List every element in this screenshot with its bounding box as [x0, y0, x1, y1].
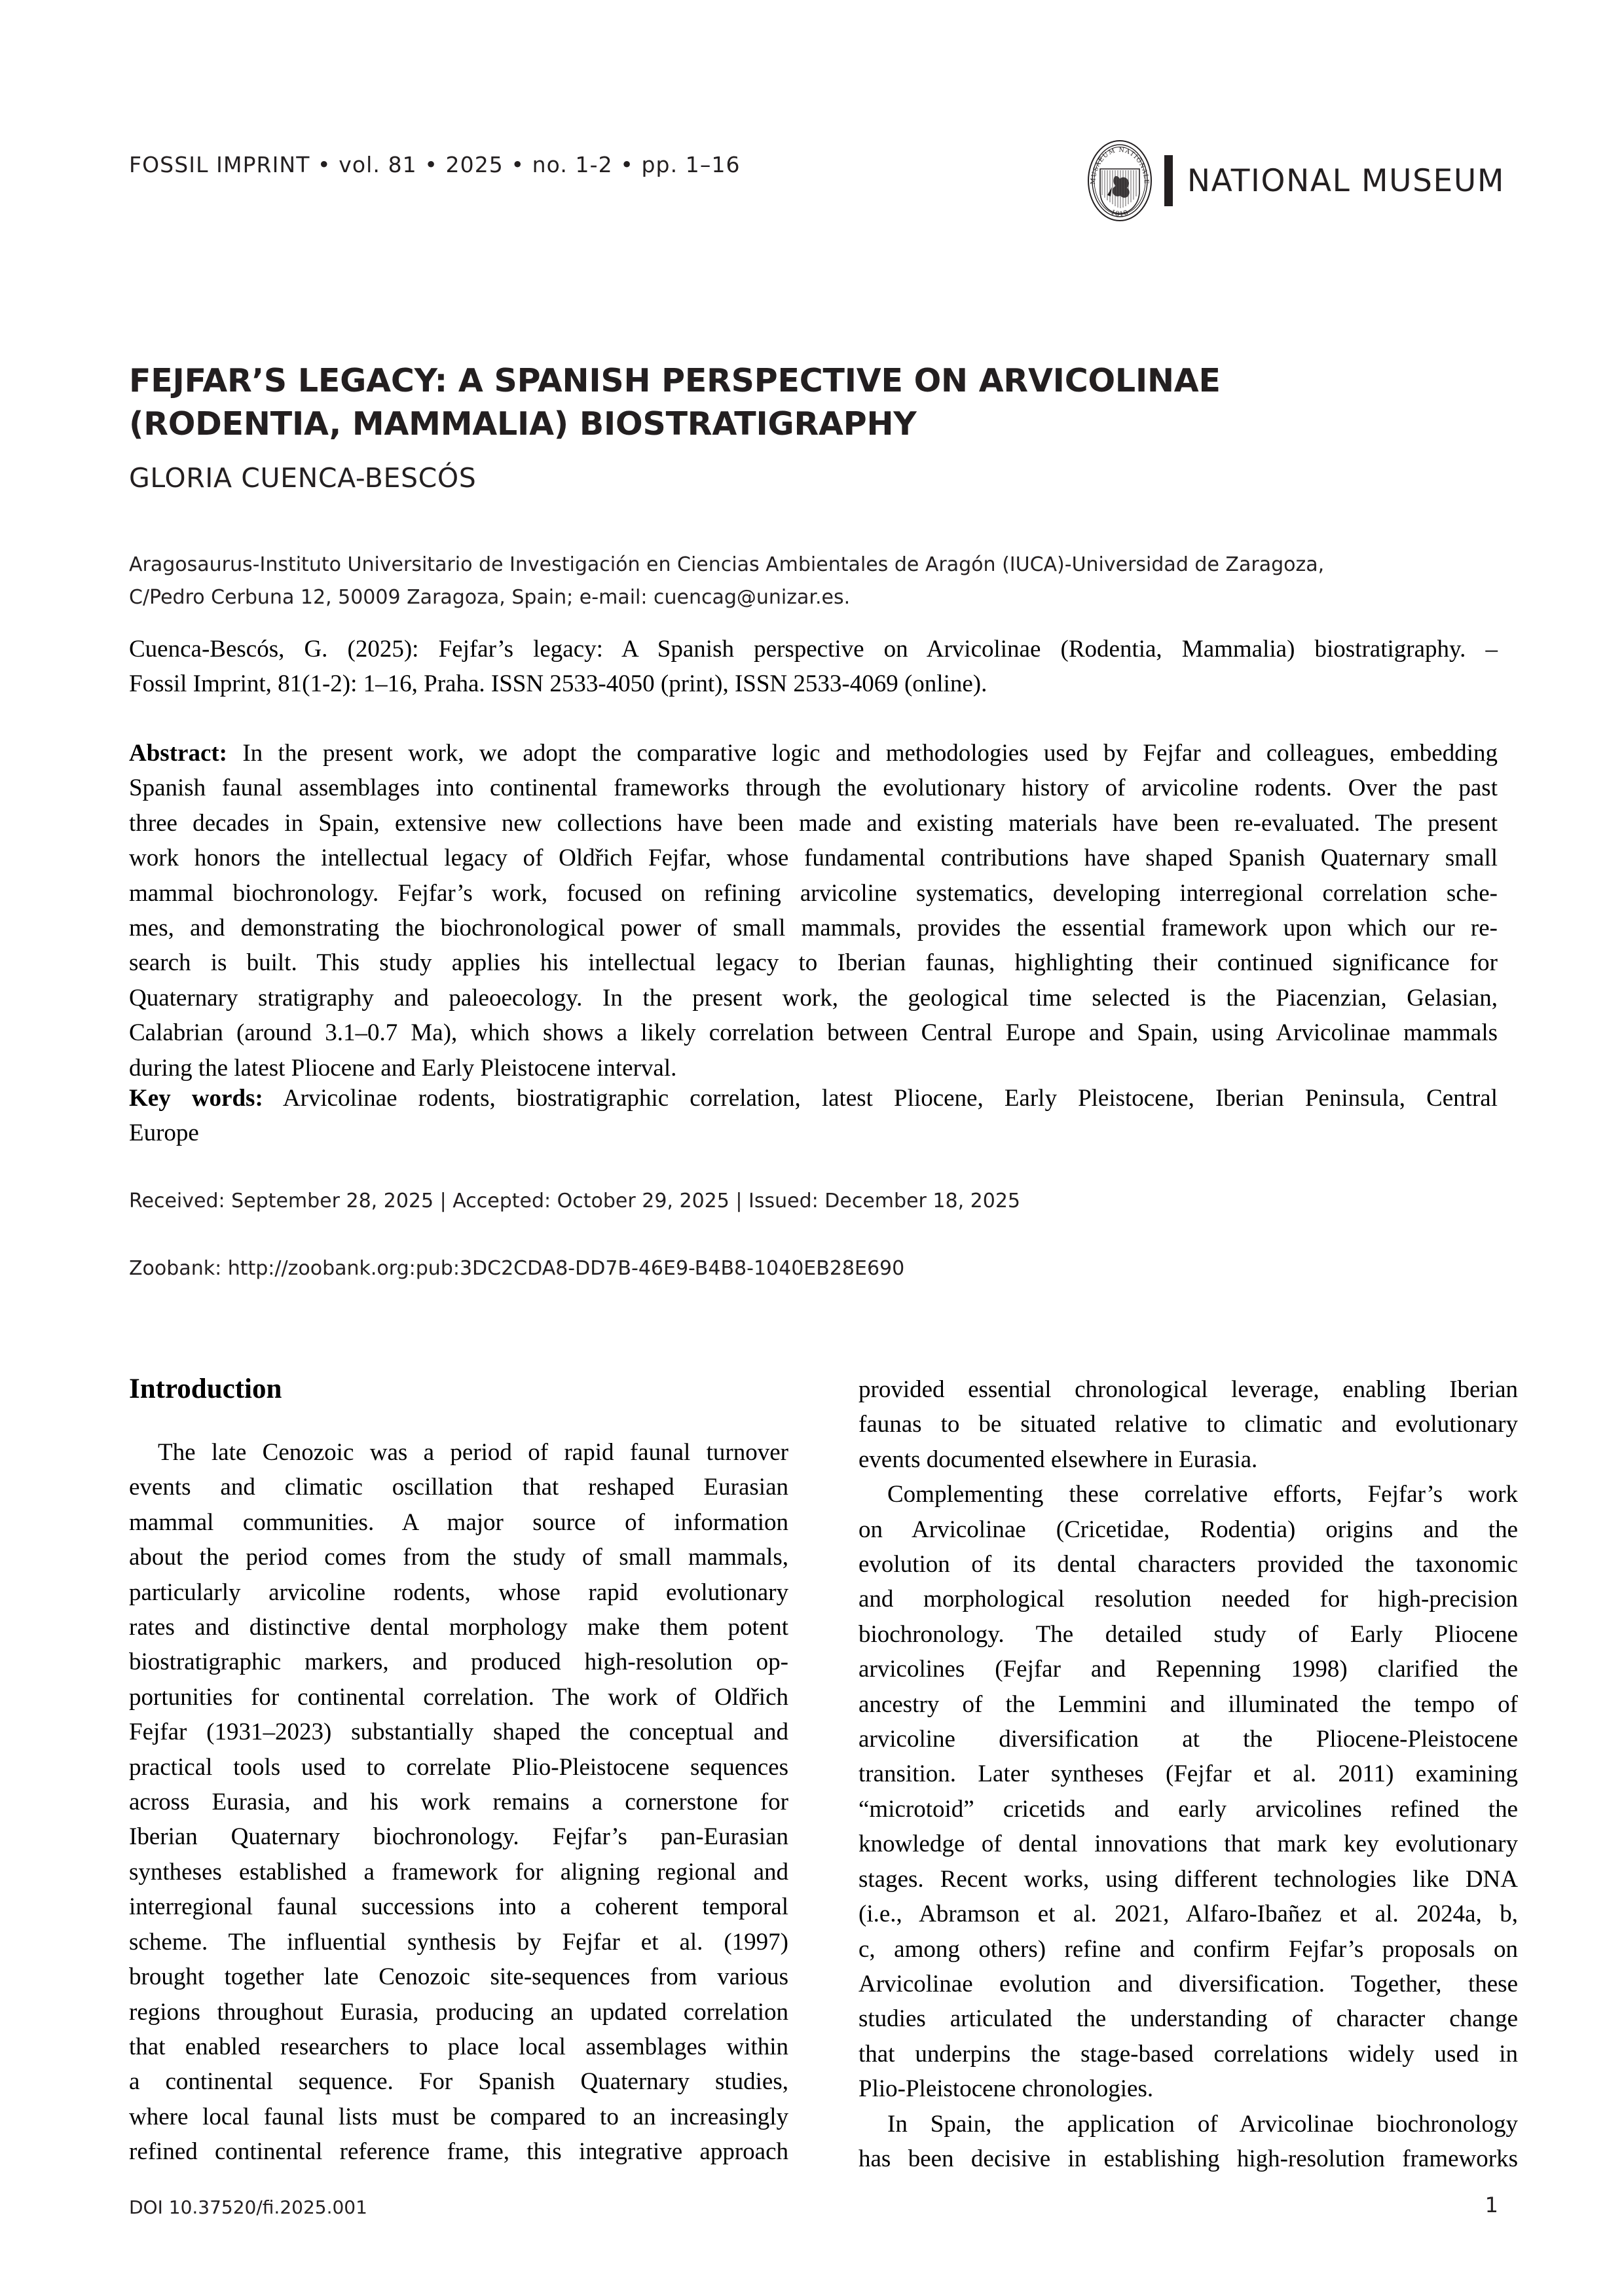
page-number: 1	[1485, 2193, 1498, 2217]
museum-seal-icon	[1086, 139, 1154, 223]
running-head: FOSSIL IMPRINT • vol. 81 • 2025 • no. 1-2 • pp. 1–16	[129, 152, 741, 177]
self-citation	[129, 632, 1498, 701]
abstract-line: during the latest Pliocene and Early Pleistocene interval.	[129, 1054, 677, 1082]
abstract-label: Abstract:	[129, 740, 228, 767]
body-line: Iberian Quaternary biochronology. Fejfar’s pan-Eurasian	[129, 1823, 788, 1851]
abstract-line: mes, and demonstrating the biochronological power of small mammals, provides the essential framework upon which our re-	[129, 915, 1498, 942]
body-column-right	[858, 1372, 1518, 2176]
abstract-line: three decades in Spain, extensive new collections have been made and existing materials have been re-evaluated. The present	[129, 809, 1498, 837]
body-line: c, among others) refine and confirm Fejfar’s proposals on	[858, 1935, 1518, 1963]
affiliation-line-1: Aragosaurus-Instituto Universitario de Investigación en Ciencias Ambientales de Aragón (IUCA)-Universidad de Zaragoza,	[129, 553, 1325, 576]
paragraph	[858, 1477, 1518, 2106]
body-line: Fejfar (1931–2023) substantially shaped the conceptual and	[129, 1719, 788, 1746]
body-line-text: The late Cenozoic was a period of rapid faunal turnover	[158, 1439, 788, 1466]
body-line: particularly arvicoline rodents, whose rapid evolutionary	[129, 1578, 788, 1606]
seal-top-text: MUSAEUM NATIONALE	[1089, 146, 1150, 185]
body-line: ancestry of the Lemmini and illuminated the tempo of	[858, 1690, 1518, 1718]
body-line: a continental sequence. For Spanish Quaternary studies,	[129, 2068, 788, 2096]
body-line: regions throughout Eurasia, producing an updated correlation	[129, 1998, 788, 2026]
keywords-line	[129, 1081, 1498, 1116]
abstract-line: search is built. This study applies his intellectual legacy to Iberian faunas, highlighting their continued significance for	[129, 949, 1498, 977]
body-line: across Eurasia, and his work remains a cornerstone for	[129, 1789, 788, 1816]
body-line: interregional faunal successions into a coherent temporal	[129, 1893, 788, 1921]
body-line: about the period comes from the study of small mammals,	[129, 1544, 788, 1571]
abstract-line-text: In the present work, we adopt the comparative logic and methodologies used by Fejfar and colleagues, embedding	[227, 740, 1498, 767]
paragraph	[858, 2107, 1518, 2177]
abstract-line: Spanish faunal assemblages into continental frameworks through the evolutionary history of arvicoline rodents. Over the past	[129, 774, 1498, 802]
body-line: has been decisive in establishing high-resolution frameworks	[858, 2145, 1518, 2172]
abstract-line	[129, 736, 1498, 771]
national-museum-logo	[1086, 139, 1505, 223]
body-line	[858, 2107, 1518, 2141]
abstract-line: Calabrian (around 3.1–0.7 Ma), which shows a likely correlation between Central Europe and Spain, using Arvicolinae mammals	[129, 1019, 1498, 1047]
body-line: portunities for continental correlation. The work of Oldřich	[129, 1683, 788, 1711]
body-line: that underpins the stage-based correlations widely used in	[858, 2040, 1518, 2068]
seal-year-text: 1818	[1109, 208, 1130, 219]
keywords-block	[129, 1081, 1498, 1151]
body-line: evolution of its dental characters provided the taxonomic	[858, 1551, 1518, 1578]
body-line: Arvicolinae evolution and diversification. Together, these	[858, 1970, 1518, 1997]
zoobank-identifier[interactable]: Zoobank: http://zoobank.org:pub:3DC2CDA8-DD7B-46E9-B4B8-1040EB28E690	[129, 1257, 905, 1280]
body-line: biochronology. The detailed study of Early Pliocene	[858, 1620, 1518, 1648]
body-line-text: Complementing these correlative efforts, Fejfar’s work	[887, 1481, 1518, 1508]
affiliation-line-2: C/Pedro Cerbuna 12, 50009 Zaragoza, Spain; e-mail: cuencag@unizar.es.	[129, 586, 851, 609]
body-line: brought together late Cenozoic site-sequences from various	[129, 1963, 788, 1991]
keywords-line: Europe	[129, 1120, 199, 1147]
page-title	[129, 359, 1268, 446]
body-line: biostratigraphic markers, and produced high-resolution op-	[129, 1649, 788, 1676]
title-line-1: FEJFAR’S LEGACY: A SPANISH PERSPECTIVE ON ARVICOLINAE	[129, 361, 1221, 399]
body-column-left	[129, 1372, 788, 2170]
body-line: stages. Recent works, using different technologies like DNA	[858, 1865, 1518, 1893]
author-affiliation	[129, 549, 1498, 614]
keywords-line-text: Arvicolinae rodents, biostratigraphic correlation, latest Pliocene, Early Pleistocene, Iberian Peninsula, Central	[263, 1085, 1498, 1112]
body-line: arvicoline diversification at the Pliocene-Pleistocene	[858, 1726, 1518, 1753]
logo-divider-bar	[1164, 155, 1173, 206]
publication-dates: Received: September 28, 2025 | Accepted: October 29, 2025 | Issued: December 18, 2025	[129, 1190, 1020, 1212]
keywords-label: Key words:	[129, 1085, 263, 1112]
body-line: arvicolines (Fejfar and Repenning 1998) clarified the	[858, 1656, 1518, 1683]
section-heading-introduction: Introduction	[129, 1374, 282, 1404]
body-line: scheme. The influential synthesis by Fejfar et al. (1997)	[129, 1928, 788, 1956]
body-line: that enabled researchers to place local assemblages within	[129, 2033, 788, 2060]
abstract-line: work honors the intellectual legacy of Oldřich Fejfar, whose fundamental contributions have shaped Spanish Quaternary small	[129, 845, 1498, 872]
body-line: and morphological resolution needed for high-precision	[858, 1586, 1518, 1613]
body-line: refined continental reference frame, this integrative approach	[129, 2138, 788, 2166]
body-line: provided essential chronological leverage, enabling Iberian	[858, 1376, 1518, 1403]
paragraph	[129, 1435, 788, 2170]
citation-line: Cuenca-Bescós, G. (2025): Fejfar’s legacy: A Spanish perspective on Arvicolinae (Rodentia, Mammalia) biostratigraphy. –	[129, 636, 1498, 663]
body-line: transition. Later syntheses (Fejfar et al. 2011) examining	[858, 1760, 1518, 1788]
abstract-block	[129, 736, 1498, 1085]
body-line	[129, 1435, 788, 1470]
body-line: practical tools used to correlate Plio-Pleistocene sequences	[129, 1753, 788, 1781]
body-line: on Arvicolinae (Cricetidae, Rodentia) origins and the	[858, 1516, 1518, 1543]
body-line: “microtoid” cricetids and early arvicolines refined the	[858, 1795, 1518, 1823]
author-name: GLORIA CUENCA-BESCÓS	[129, 462, 477, 494]
body-line: mammal communities. A major source of information	[129, 1508, 788, 1536]
abstract-line: Quaternary stratigraphy and paleoecology. In the present work, the geological time selected is the Piacenzian, Gelasian,	[129, 984, 1498, 1011]
logo-wordmark: NATIONAL MUSEUM	[1187, 162, 1505, 199]
body-line: events and climatic oscillation that reshaped Eurasian	[129, 1474, 788, 1501]
body-line: knowledge of dental innovations that mark key evolutionary	[858, 1831, 1518, 1858]
body-line	[858, 1477, 1518, 1512]
paragraph	[858, 1372, 1518, 1477]
doi-text[interactable]: DOI 10.37520/fi.2025.001	[129, 2196, 367, 2218]
body-line: studies articulated the understanding of character change	[858, 2005, 1518, 2033]
body-line: rates and distinctive dental morphology make them potent	[129, 1614, 788, 1641]
abstract-line: mammal biochronology. Fejfar’s work, focused on refining arvicoline systematics, developing interregional correlation sche-	[129, 879, 1498, 907]
body-line: syntheses established a framework for aligning regional and	[129, 1858, 788, 1886]
citation-line: Fossil Imprint, 81(1-2): 1–16, Praha. ISSN 2533-4050 (print), ISSN 2533-4069 (online).	[129, 670, 987, 697]
body-line: Plio-Pleistocene chronologies.	[858, 2075, 1154, 2103]
body-line: faunas to be situated relative to climatic and evolutionary	[858, 1411, 1518, 1438]
title-line-2: (RODENTIA, MAMMALIA) BIOSTRATIGRAPHY	[129, 405, 917, 443]
body-line: events documented elsewhere in Eurasia.	[858, 1446, 1258, 1473]
body-line-text: In Spain, the application of Arvicolinae biochronology	[887, 2110, 1518, 2138]
body-line: where local faunal lists must be compared to an increasingly	[129, 2103, 788, 2130]
body-line: (i.e., Abramson et al. 2021, Alfaro-Ibañez et al. 2024a, b,	[858, 1901, 1518, 1928]
